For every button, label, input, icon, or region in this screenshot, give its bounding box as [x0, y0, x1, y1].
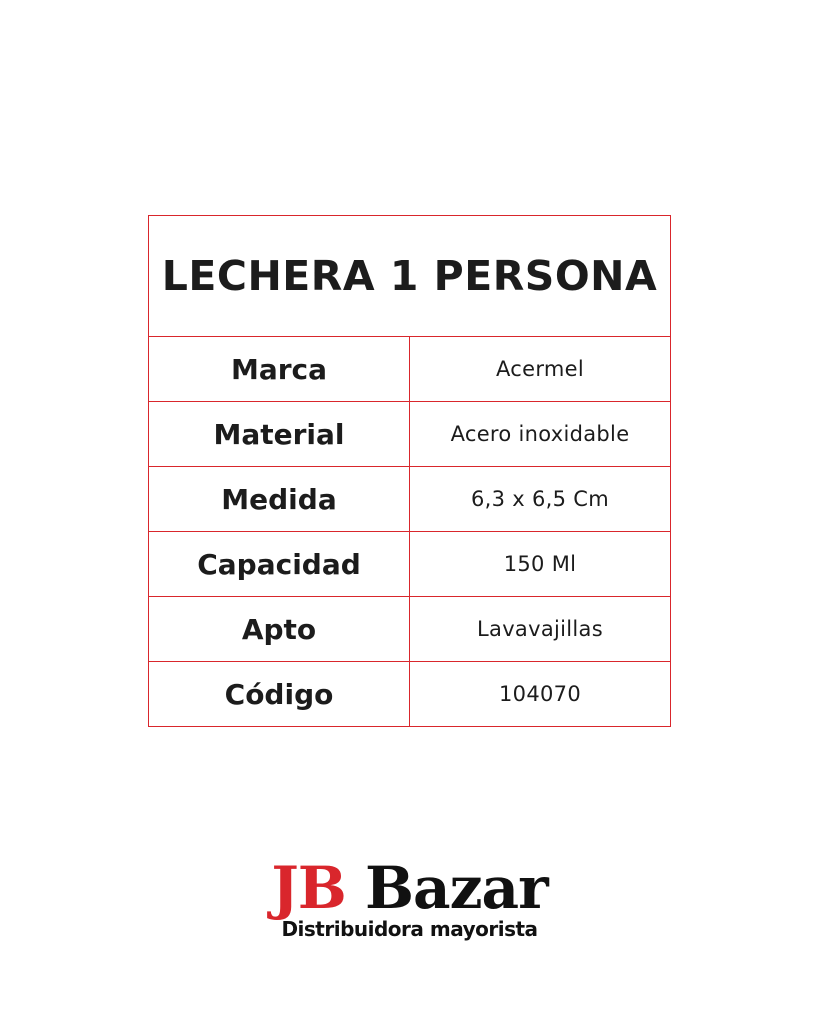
spec-value: 150 Ml — [410, 532, 671, 597]
spec-row-material — [149, 402, 671, 467]
spec-key: Código — [149, 662, 410, 727]
spec-value: 6,3 x 6,5 Cm — [410, 467, 671, 532]
spec-row-apto — [149, 597, 671, 662]
spec-row-capacidad — [149, 532, 671, 597]
spec-value: 104070 — [410, 662, 671, 727]
spec-key: Medida — [149, 467, 410, 532]
spec-value: Acero inoxidable — [410, 402, 671, 467]
spec-row-codigo — [149, 662, 671, 727]
logo-wordmark — [0, 855, 819, 921]
title-row — [149, 216, 671, 337]
brand-logo — [0, 855, 819, 941]
spec-key: Capacidad — [149, 532, 410, 597]
product-title: LECHERA 1 PERSONA — [149, 216, 671, 337]
logo-tagline: Distribuidora mayorista — [281, 917, 538, 941]
spec-row-medida — [149, 467, 671, 532]
logo-bazar: Bazar — [364, 854, 548, 922]
spec-key: Material — [149, 402, 410, 467]
spec-value: Acermel — [410, 337, 671, 402]
logo-jb: JB — [271, 854, 346, 922]
spec-table — [148, 215, 671, 727]
spec-row-marca — [149, 337, 671, 402]
spec-value: Lavavajillas — [410, 597, 671, 662]
spec-key: Marca — [149, 337, 410, 402]
spec-key: Apto — [149, 597, 410, 662]
